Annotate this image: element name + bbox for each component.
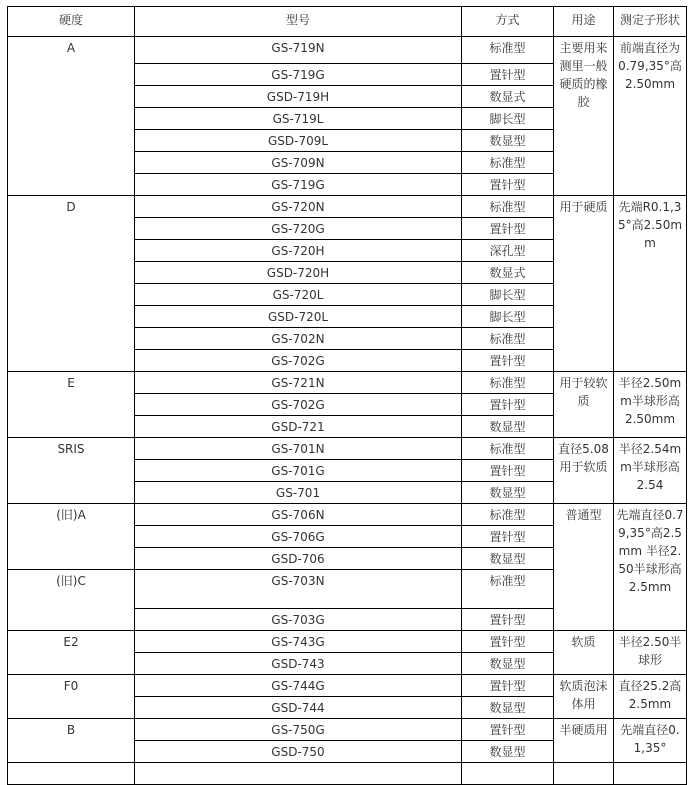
indenter-cell — [614, 763, 687, 785]
header-row — [8, 7, 687, 37]
indenter-cell: 先端直径0.79,35°高2.5mm 半径2.50半球形高2.5mm — [614, 504, 687, 631]
header-indenter-shape: 测定子形状 — [614, 7, 687, 37]
type-cell — [462, 763, 554, 785]
type-cell: 数显型 — [462, 482, 554, 504]
model-cell: GSD-743 — [135, 653, 462, 675]
type-cell: 置针型 — [462, 64, 554, 86]
model-cell: GS-744G — [135, 675, 462, 697]
type-cell: 脚长型 — [462, 284, 554, 306]
type-cell: 脚长型 — [462, 306, 554, 328]
model-cell: GS-720H — [135, 240, 462, 262]
model-cell: GS-706G — [135, 526, 462, 548]
hardness-cell — [8, 763, 135, 785]
hardness-cell: F0 — [8, 675, 135, 719]
indenter-cell: 半径2.50半球形 — [614, 631, 687, 675]
model-cell: GS-709N — [135, 152, 462, 174]
usage-cell: 普通型 — [554, 504, 614, 631]
model-cell: GS-750G — [135, 719, 462, 741]
type-cell: 置针型 — [462, 719, 554, 741]
model-cell: GSD-720L — [135, 306, 462, 328]
hardness-cell: E2 — [8, 631, 135, 675]
model-cell: GS-720L — [135, 284, 462, 306]
type-cell: 标准型 — [462, 37, 554, 64]
hardness-cell: (旧)C — [8, 570, 135, 631]
type-cell: 标准型 — [462, 328, 554, 350]
model-cell: GS-702G — [135, 394, 462, 416]
indenter-cell: 先端R0.1,35°高2.50mm — [614, 196, 687, 372]
type-cell: 置针型 — [462, 631, 554, 653]
model-cell: GS-743G — [135, 631, 462, 653]
type-cell: 置针型 — [462, 609, 554, 631]
usage-cell: 用于硬质 — [554, 196, 614, 372]
model-cell: GSD-706 — [135, 548, 462, 570]
header-model: 型号 — [135, 7, 462, 37]
model-cell: GSD-750 — [135, 741, 462, 763]
type-cell: 置针型 — [462, 460, 554, 482]
model-cell: GSD-721 — [135, 416, 462, 438]
type-cell: 数显型 — [462, 653, 554, 675]
type-cell: 数显式 — [462, 86, 554, 108]
type-cell: 置针型 — [462, 394, 554, 416]
indenter-cell: 半径2.50mm半球形高2.50mm — [614, 372, 687, 438]
model-cell: GS-706N — [135, 504, 462, 526]
model-cell: GSD-719H — [135, 86, 462, 108]
type-cell: 数显型 — [462, 741, 554, 763]
model-cell: GS-702G — [135, 350, 462, 372]
model-cell: GS-701G — [135, 460, 462, 482]
model-cell: GS-719G — [135, 64, 462, 86]
type-cell: 数显型 — [462, 416, 554, 438]
indenter-cell: 先端直径0.1,35° — [614, 719, 687, 763]
usage-cell: 软质 — [554, 631, 614, 675]
table-row — [8, 675, 687, 697]
header-type: 方式 — [462, 7, 554, 37]
table-row — [8, 631, 687, 653]
table-row — [8, 719, 687, 741]
hardness-tester-spec-table — [7, 6, 687, 785]
table-row — [8, 196, 687, 218]
type-cell: 标准型 — [462, 372, 554, 394]
model-cell: GS-721N — [135, 372, 462, 394]
model-cell: GS-702N — [135, 328, 462, 350]
usage-cell: 半硬质用 — [554, 719, 614, 763]
hardness-cell: E — [8, 372, 135, 438]
hardness-cell: D — [8, 196, 135, 372]
model-cell: GSD-709L — [135, 130, 462, 152]
indenter-cell: 直径25.2高2.5mm — [614, 675, 687, 719]
table-row — [8, 438, 687, 460]
table-row — [8, 37, 687, 64]
type-cell: 置针型 — [462, 675, 554, 697]
type-cell: 标准型 — [462, 152, 554, 174]
type-cell: 标准型 — [462, 570, 554, 609]
model-cell: GS-719G — [135, 174, 462, 196]
table-row-clipped — [8, 763, 687, 785]
header-usage: 用途 — [554, 7, 614, 37]
type-cell: 置针型 — [462, 526, 554, 548]
model-cell: GS-719N — [135, 37, 462, 64]
type-cell: 脚长型 — [462, 108, 554, 130]
hardness-cell: (旧)A — [8, 504, 135, 570]
usage-cell: 用于较软质 — [554, 372, 614, 438]
model-cell: GS-701 — [135, 482, 462, 504]
hardness-cell: B — [8, 719, 135, 763]
model-cell: GSD-720H — [135, 262, 462, 284]
type-cell: 置针型 — [462, 174, 554, 196]
model-cell: GS-701N — [135, 438, 462, 460]
usage-cell: 软质泡沫体用 — [554, 675, 614, 719]
model-cell: GS-720N — [135, 196, 462, 218]
table-row — [8, 504, 687, 526]
usage-cell: 直径5.08用于软质 — [554, 438, 614, 504]
type-cell: 数显型 — [462, 697, 554, 719]
model-cell: GSD-744 — [135, 697, 462, 719]
type-cell: 置针型 — [462, 350, 554, 372]
table-row — [8, 372, 687, 394]
type-cell: 标准型 — [462, 504, 554, 526]
model-cell: GS-719L — [135, 108, 462, 130]
type-cell: 数显型 — [462, 548, 554, 570]
indenter-cell: 前端直径为0.79,35°高2.50mm — [614, 37, 687, 196]
type-cell: 深孔型 — [462, 240, 554, 262]
model-cell: GS-703G — [135, 609, 462, 631]
type-cell: 置针型 — [462, 218, 554, 240]
indenter-cell: 半径2.54mm半球形高2.54 — [614, 438, 687, 504]
header-hardness: 硬度 — [8, 7, 135, 37]
type-cell: 标准型 — [462, 196, 554, 218]
type-cell: 数显式 — [462, 262, 554, 284]
usage-cell — [554, 763, 614, 785]
type-cell: 标准型 — [462, 438, 554, 460]
hardness-cell: A — [8, 37, 135, 196]
model-cell — [135, 763, 462, 785]
model-cell: GS-703N — [135, 570, 462, 609]
usage-cell: 主要用来测里一般硬质的橡胶 — [554, 37, 614, 196]
type-cell: 数显型 — [462, 130, 554, 152]
model-cell: GS-720G — [135, 218, 462, 240]
hardness-cell: SRIS — [8, 438, 135, 504]
